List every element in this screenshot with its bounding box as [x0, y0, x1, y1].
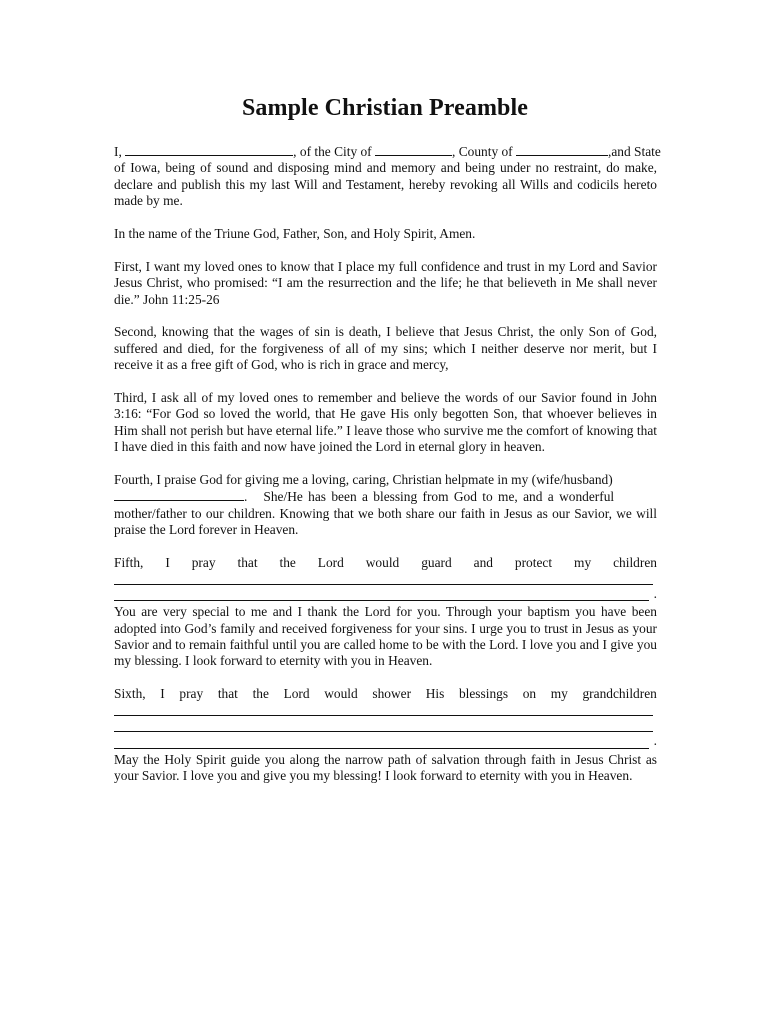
- sixth-word: my: [550, 686, 568, 702]
- intro-text-county: , County of: [452, 144, 513, 159]
- sixth-word: the: [252, 686, 269, 702]
- intro-text-city: , of the City of: [293, 144, 372, 159]
- fifth-first-line: [114, 555, 657, 571]
- fourth-rest-text: mother/father to our children. Knowing that we both share our faith in Jesus as our Savior, we will praise the Lord forever in Heaven.: [114, 505, 657, 538]
- fifth-word: and: [473, 555, 493, 571]
- fourth-line-1: Fourth, I praise God for giving me a loving, caring, Christian helpmate in my (wife/husband): [114, 472, 613, 488]
- sixth-word: Lord: [283, 686, 310, 702]
- intro-paragraph: [114, 143, 661, 210]
- sixth-word: shower: [372, 686, 412, 702]
- fifth-word: that: [237, 555, 258, 571]
- fifth-rest-text: You are very special to me and I thank the Lord for you. Through your baptism you have been adopted into God’s family and received forgiveness for your sins. I urge you to trust in Jesus as your Savior and to remain faithful until you are called home to be with the Lord. I love you and I give you my blessing. I look forward to eternity with you in Heaven.: [114, 604, 657, 669]
- page-title: Sample Christian Preamble: [241, 95, 529, 121]
- grandchildren-blank-line-2[interactable]: [114, 719, 657, 735]
- county-blank-field[interactable]: [516, 143, 608, 156]
- fifth-word: the: [279, 555, 296, 571]
- first-paragraph: First, I want my loved ones to know that I place my full confidence and trust in my Lord and Savior Jesus Christ, who promised: “I am the resurrection and the life; he that believeth in Me shall never die.” John 11:25-26: [114, 258, 657, 307]
- sixth-paragraph: [114, 686, 657, 784]
- sixth-word: I: [160, 686, 165, 702]
- children-period: .: [653, 585, 657, 601]
- grandchildren-blank-line-3[interactable]: [114, 735, 657, 751]
- sixth-word: that: [217, 686, 238, 702]
- fifth-word: would: [365, 555, 400, 571]
- fifth-word: protect: [514, 555, 553, 571]
- sixth-rest-text: May the Holy Spirit guide you along the narrow path of salvation through faith in Jesus Christ as your Savior. I love you and give you my blessing! I look forward to eternity with you in Heaven.: [114, 751, 657, 784]
- third-paragraph: Third, I ask all of my loved ones to remember and believe the words of our Savior found in John 3:16: “For God so loved the world, that He gave His only begotten Son, that whoever believes in Him shall not perish but have eternal life.” I leave those who survive me the comfort of knowing that I have died in this faith and now have joined the Lord in eternal glory in heaven.: [114, 390, 657, 455]
- invocation-paragraph: In the name of the Triune God, Father, Son, and Holy Spirit, Amen.: [114, 226, 476, 242]
- fourth-paragraph: [114, 472, 657, 539]
- sixth-word: grandchildren: [582, 686, 657, 702]
- spouse-blank-field[interactable]: [114, 488, 244, 501]
- second-paragraph: Second, knowing that the wages of sin is death, I believe that Jesus Christ, the only Son of God, suffered and died, for the forgiveness of all of my sins; which I neither deserve nor merit, but I receive it as a free gift of God, who is rich in grace and mercy,: [114, 324, 657, 373]
- sixth-word: His: [425, 686, 445, 702]
- intro-text-state: ,and State: [608, 144, 661, 159]
- fifth-word: Fifth,: [114, 555, 144, 571]
- city-blank-field[interactable]: [375, 143, 452, 156]
- fourth-after-blank: . She/He has been a blessing from God to me, and a wonderful: [244, 489, 615, 505]
- fifth-word: children: [613, 555, 657, 571]
- fifth-word: I: [165, 555, 170, 571]
- grandchildren-period: .: [653, 733, 657, 749]
- fifth-word: Lord: [317, 555, 344, 571]
- fifth-word: my: [574, 555, 592, 571]
- intro-rest-text: of Iowa, being of sound and disposing mind and memory and being under no restraint, do make, declare and publish this my last Will and Testament, hereby revoking all Wills and codicils hereto made by me.: [114, 160, 657, 209]
- sixth-first-line: [114, 686, 657, 702]
- fifth-word: guard: [421, 555, 452, 571]
- sixth-word: pray: [179, 686, 204, 702]
- intro-first-line: [114, 143, 661, 160]
- children-blank-line-1[interactable]: [114, 571, 657, 587]
- sixth-word: Sixth,: [114, 686, 146, 702]
- sixth-word: blessings: [458, 686, 509, 702]
- fifth-paragraph: [114, 555, 657, 670]
- sixth-word: on: [522, 686, 537, 702]
- grandchildren-blank-line-1[interactable]: [114, 703, 657, 719]
- name-blank-field[interactable]: [125, 143, 293, 156]
- document-body: [114, 143, 661, 801]
- fourth-line-2: [114, 488, 657, 505]
- sixth-word: would: [324, 686, 358, 702]
- intro-text-i: I,: [114, 144, 122, 159]
- children-blank-line-2[interactable]: [114, 585, 657, 604]
- fifth-word: pray: [191, 555, 216, 571]
